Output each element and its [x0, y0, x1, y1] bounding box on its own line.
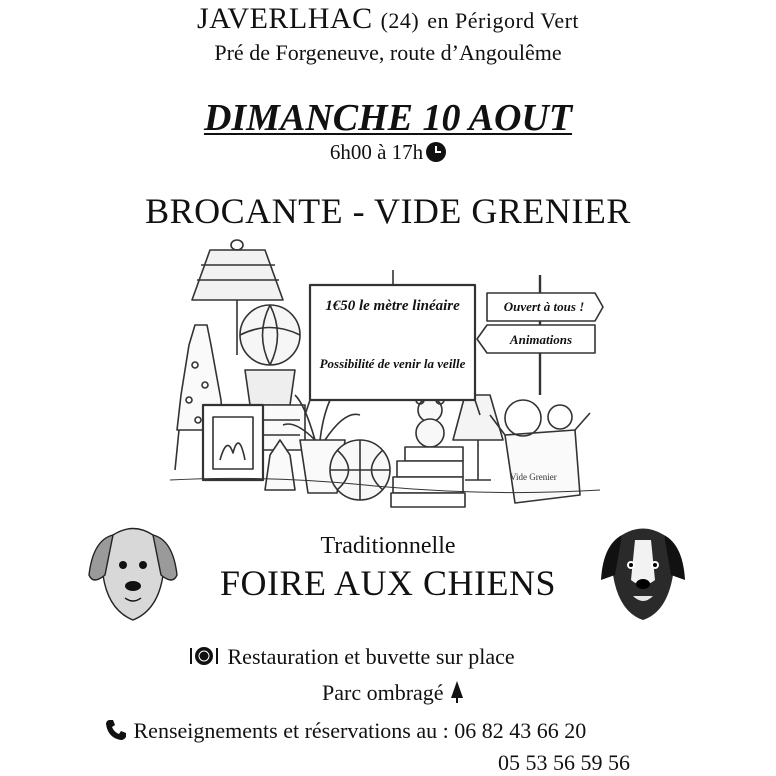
park-line — [322, 680, 465, 710]
flea-market-illustration — [165, 235, 605, 510]
box-label: Vide Grenier — [510, 472, 557, 482]
sign-open: Ouvert à tous ! — [503, 299, 585, 314]
town-name: JAVERLHAC — [196, 2, 373, 35]
contact-line — [104, 718, 586, 748]
tree-icon — [449, 680, 465, 710]
town-heading — [0, 2, 776, 36]
park-text: Parc ombragé — [322, 680, 444, 706]
phone-number-1: 06 82 43 66 20 — [454, 718, 587, 744]
contact-label: Renseignements et réservations au : — [133, 718, 449, 744]
department-number: (24) — [380, 8, 420, 33]
region-name: en Périgord Vert — [427, 8, 580, 33]
board-eve: Possibilité de venir la veille — [319, 356, 466, 371]
fair-title: FOIRE AUX CHIENS — [219, 563, 557, 603]
food-line — [188, 644, 515, 673]
phone-icon — [104, 718, 128, 748]
event-date: DIMANCHE 10 AOUT — [203, 97, 573, 139]
event-title: BROCANTE - VIDE GRENIER — [145, 191, 631, 231]
phone-number-2: 05 53 56 59 56 — [498, 750, 630, 775]
fair-subtitle: Traditionnelle — [320, 533, 456, 559]
illustration-drawing — [165, 235, 605, 510]
table-lamp — [453, 395, 503, 440]
plate-cutlery-icon — [188, 645, 222, 673]
food-text: Restauration et buvette sur place — [227, 644, 515, 669]
board-price: 1€50 le mètre linéaire — [325, 298, 460, 314]
lamp-shade — [192, 250, 283, 300]
clock-icon — [426, 142, 446, 162]
event-hours: 6h00 à 17h — [329, 140, 424, 164]
globe — [240, 305, 300, 365]
address: Pré de Forgeneuve, route d’Angoulême — [214, 40, 562, 65]
sign-animations: Animations — [509, 332, 573, 347]
event-hours-line — [0, 140, 776, 165]
